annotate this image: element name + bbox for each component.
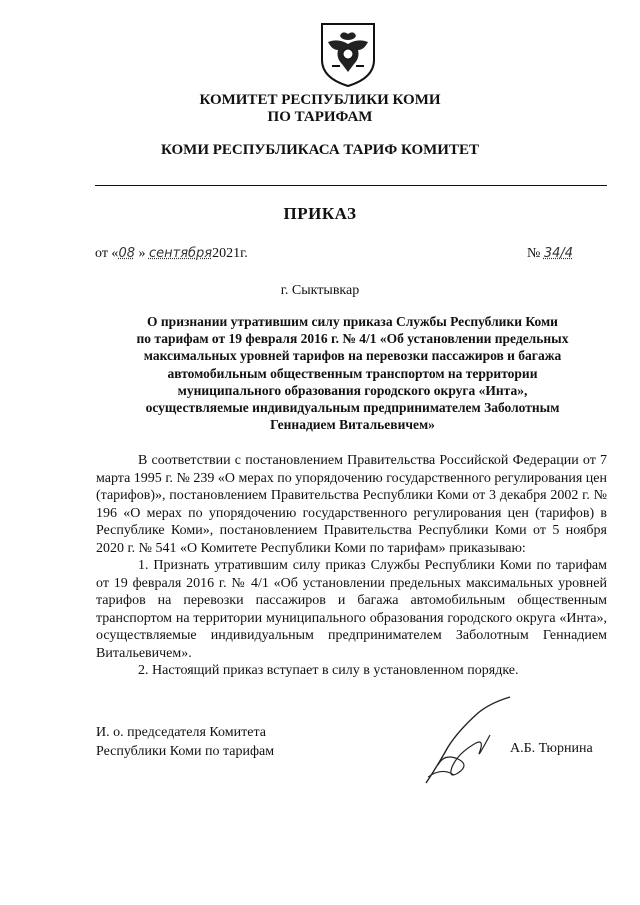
document-type: ПРИКАЗ — [283, 204, 357, 223]
date-day: 08 — [118, 246, 135, 261]
signatory-position: И. о. председателя Комитета Республики Коми по тарифам — [96, 725, 275, 759]
city: г. Сыктывкар — [280, 283, 360, 298]
number-value: 34/4 — [543, 246, 574, 261]
order-item-2: 2. Настоящий приказ вступает в силу в установленном порядке. — [138, 663, 519, 678]
org-name-line1: КОМИТЕТ РЕСПУБЛИКИ КОМИ — [199, 92, 441, 108]
preamble-paragraph: В соответствии с постановлением Правительства Российской Федерации от 7 марта 1995 г. № 239 «О мерах по упорядочению государственного регулирования цен (тарифов)», постановлением Правительства Республики Коми от 3 декабря 2002 г. № 196 «О мерах по упорядочению государственного регулирования цен (тарифов) в Республике Коми», постановлением Правительства Республики Коми от 5 ноября 2020 г. № 541 «О Комитете Республики Коми по тарифам» приказываю: — [96, 453, 607, 556]
document-date: от «08 » сентября2021г. — [95, 246, 248, 261]
org-name-komi: КОМИ РЕСПУБЛИКАСА ТАРИФ КОМИТЕТ — [160, 142, 479, 158]
header-divider — [95, 185, 607, 186]
org-name-line2: ПО ТАРИФАМ — [267, 109, 373, 125]
signatory-name: А.Б. Тюрнина — [510, 741, 593, 756]
order-item-1: 1. Признать утратившим силу приказ Службы Республики Коми по тарифам от 19 февраля 2016 г. № 4/1 «Об установлении предельных максимальных уровней тарифов на перевозки пассажиров и багажа автомобильным общественным транспортом на территории муниципального образования городского округа «Инта», осуществляемые индивидуальным предпринимателем Заболотным Геннадием Витальевичем». — [96, 558, 607, 661]
date-month: сентября — [148, 246, 213, 261]
handwritten-signature — [418, 695, 518, 790]
date-year: 2021г. — [212, 246, 248, 261]
coat-of-arms-icon — [318, 20, 378, 88]
document-number: № 34/4 — [527, 246, 574, 261]
document-body — [96, 452, 607, 680]
document-title: О признании утратившим силу приказа Службы Республики Коми по тарифам от 19 февраля 2016 г. № 4/1 «Об установлении предельных максимальных уровней тарифов на перевозки пассажиров и багажа автомобильным общественным транспортом на территории муниципального образования городского округа «Инта», осуществляемые индивидуальным предпринимателем Заболотным Геннадием Витальевичем» — [136, 314, 569, 433]
